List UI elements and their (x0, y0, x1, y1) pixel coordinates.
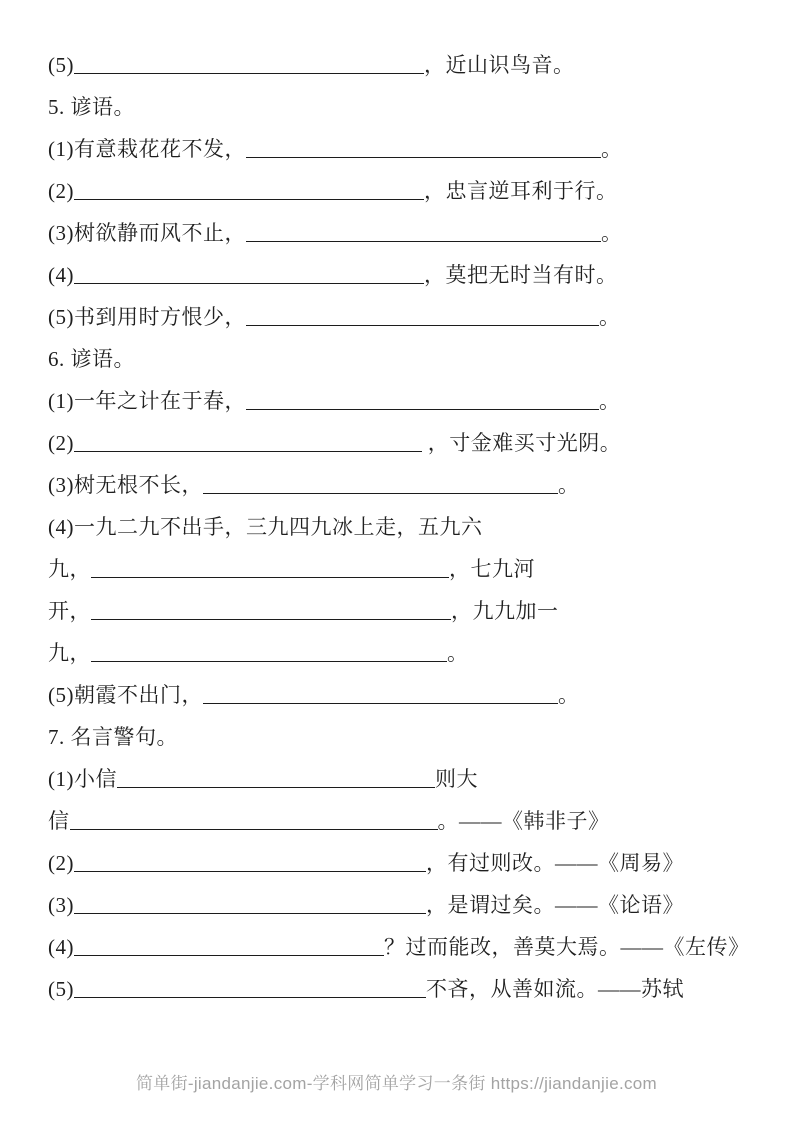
item-7-1-line-1 (48, 758, 757, 800)
text-segment: ，近山识鸟音。 (424, 53, 575, 77)
text-segment: 。 (558, 473, 580, 497)
text-segment: (4)一九二九不出手，三九四九冰上走，五九六 (48, 515, 483, 539)
text-segment: (3)树无根不长， (48, 473, 203, 497)
text-segment: ，莫把无时当有时。 (424, 263, 618, 287)
fill-in-blank (74, 70, 424, 74)
fill-in-blank (91, 616, 451, 620)
section-heading-5 (48, 86, 757, 128)
text-segment: ，九九加一 (451, 599, 559, 623)
fill-in-blank (203, 490, 558, 494)
item-6-1 (48, 380, 757, 422)
fill-in-blank (246, 322, 599, 326)
fill-in-blank (117, 784, 435, 788)
text-segment: 信 (48, 809, 70, 833)
item-6-4-line-4 (48, 632, 757, 674)
item-5-4 (48, 254, 757, 296)
text-segment: ？过而能改，善莫大焉。——《左传》 (384, 935, 750, 959)
text-segment: (5)朝霞不出门， (48, 683, 203, 707)
fill-in-blank (74, 868, 426, 872)
text-segment: ，有过则改。——《周易》 (426, 851, 684, 875)
item-7-3 (48, 884, 757, 926)
fill-in-blank (74, 280, 424, 284)
item-7-5 (48, 968, 757, 1010)
text-segment: (5)书到用时方恨少， (48, 305, 246, 329)
item-6-4-line-1 (48, 506, 757, 548)
text-segment: 。 (558, 683, 580, 707)
text-segment: (2) (48, 431, 74, 455)
section-heading-6 (48, 338, 757, 380)
text-segment: (1)小信 (48, 767, 117, 791)
item-4-5 (48, 44, 757, 86)
text-segment: 。 (601, 221, 623, 245)
text-segment: (4) (48, 263, 74, 287)
text-segment: ，忠言逆耳利于行。 (424, 179, 618, 203)
item-6-4-line-2 (48, 548, 757, 590)
text-segment: (3) (48, 893, 74, 917)
text-segment: (2) (48, 179, 74, 203)
fill-in-blank (74, 910, 426, 914)
section-heading-7 (48, 716, 757, 758)
text-segment: ，七九河 (449, 557, 535, 581)
text-segment: 5. 谚语。 (48, 95, 135, 119)
text-segment: 。 (601, 137, 623, 161)
text-segment: 。 (447, 641, 469, 665)
fill-in-blank (74, 952, 384, 956)
fill-in-blank (70, 826, 438, 830)
text-segment: (5) (48, 977, 74, 1001)
text-segment: 7. 名言警句。 (48, 725, 178, 749)
text-segment: (3)树欲静而风不止， (48, 221, 246, 245)
text-segment: 九， (48, 641, 91, 665)
fill-in-blank (246, 238, 601, 242)
item-6-3 (48, 464, 757, 506)
fill-in-blank (91, 658, 447, 662)
fill-in-blank (74, 994, 426, 998)
text-segment: 九， (48, 557, 91, 581)
item-6-5 (48, 674, 757, 716)
text-segment: 开， (48, 599, 91, 623)
text-segment: 则大 (435, 767, 478, 791)
item-5-3 (48, 212, 757, 254)
document-lines (48, 44, 757, 1010)
fill-in-blank (74, 448, 422, 452)
text-segment: ，寸金难买寸光阴。 (422, 431, 622, 455)
footer-credit: 简单街-jiandanjie.com-学科网简单学习一条街 https://jiandanjie.com (135, 1074, 658, 1093)
text-segment: 。——《韩非子》 (437, 809, 610, 833)
fill-in-blank (203, 700, 558, 704)
item-7-2 (48, 842, 757, 884)
fill-in-blank (246, 154, 601, 158)
fill-in-blank (74, 196, 424, 200)
text-segment: (2) (48, 851, 74, 875)
text-segment: 不吝，从善如流。——苏轼 (426, 977, 684, 1001)
text-segment: (5) (48, 53, 74, 77)
item-5-5 (48, 296, 757, 338)
item-5-1 (48, 128, 757, 170)
text-segment: (1)有意栽花花不发， (48, 137, 246, 161)
text-segment: ，是谓过矣。——《论语》 (426, 893, 684, 917)
item-7-1-line-2 (48, 800, 757, 842)
fill-in-blank (246, 406, 599, 410)
fill-in-blank (91, 574, 449, 578)
text-segment: 6. 谚语。 (48, 347, 135, 371)
item-6-2 (48, 422, 757, 464)
item-6-4-line-3 (48, 590, 757, 632)
text-segment: 。 (599, 389, 621, 413)
item-7-4 (48, 926, 757, 968)
text-segment: (4) (48, 935, 74, 959)
text-segment: 。 (599, 305, 621, 329)
text-segment: (1)一年之计在于春， (48, 389, 246, 413)
item-5-2 (48, 170, 757, 212)
